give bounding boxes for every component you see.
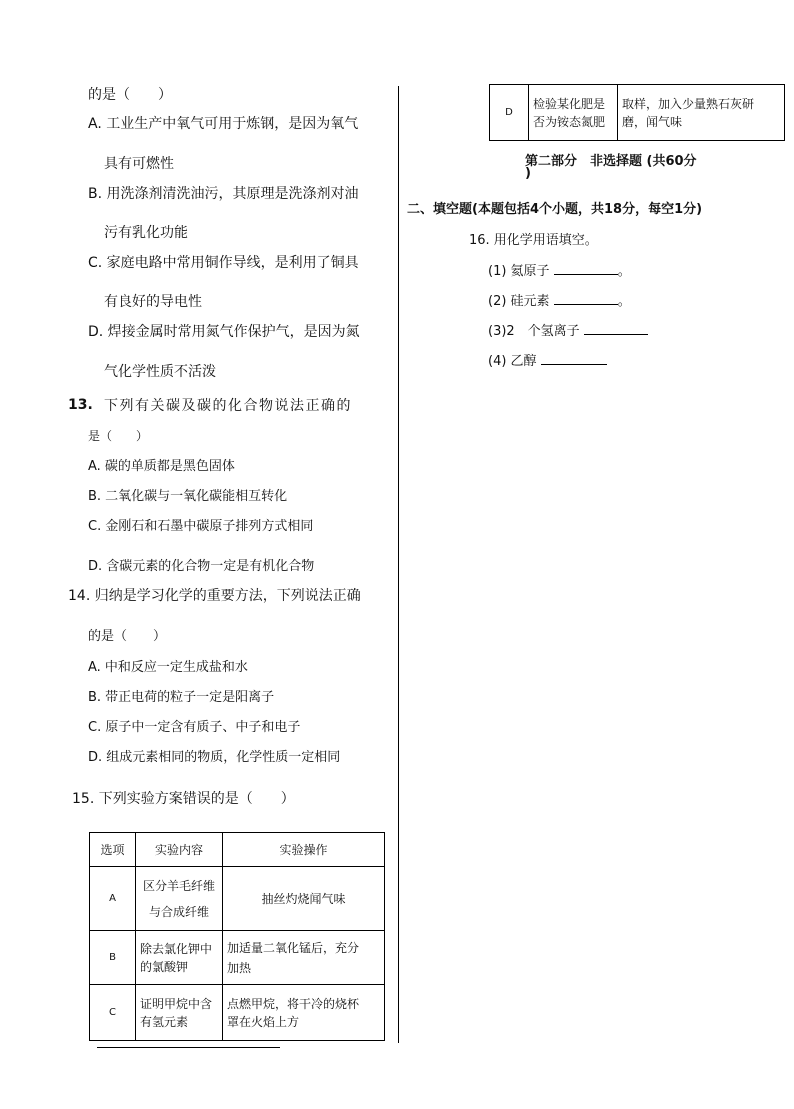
q16-stem: 16. 用化学用语填空。 [469, 233, 598, 248]
row-option: C [90, 985, 136, 1041]
row-operation [223, 985, 385, 1041]
footnote-rule [97, 1047, 280, 1048]
row-operation [618, 85, 785, 141]
q12-option-a-line2: 具有可燃性 [104, 156, 174, 172]
q12-option-a-line1: A. 工业生产中氧气可用于炼钢，是因为氧气 [88, 116, 359, 132]
q13-option-b: B. 二氧化碳与一氧化碳能相互转化 [88, 489, 288, 504]
table-header-operation: 实验操作 [223, 833, 385, 867]
row-content [529, 85, 618, 141]
row-operation-line2: 罩在火焰上方 [227, 1014, 300, 1029]
part2-title-line2: ) [525, 166, 531, 181]
q16-item-4 [488, 350, 607, 369]
row-operation [223, 931, 385, 985]
row-content-line2: 的氯酸钾 [140, 959, 189, 974]
row-operation-line1: 取样，加入少量熟石灰研 [622, 96, 755, 111]
q16-item-3 [488, 320, 648, 339]
q16-item-1 [488, 260, 631, 279]
q12-option-d-line1: D. 焊接金属时常用氮气作保护气，是因为氮 [88, 324, 360, 340]
q14-option-b: B. 带正电荷的粒子一定是阳离子 [88, 690, 275, 705]
row-content-line2: 否为铵态氮肥 [533, 114, 606, 129]
section2-heading: 二、填空题(本题包括4个小题，共18分，每空1分) [407, 202, 703, 217]
q16-item-1-blank[interactable] [554, 274, 618, 275]
q13-stem-line2: 是（ ） [88, 429, 149, 443]
row-operation-line2: 磨，闻气味 [622, 114, 683, 129]
row-content [136, 985, 223, 1041]
q15-table [89, 832, 385, 1041]
row-option: D [490, 85, 529, 141]
q14-option-d: D. 组成元素相同的物质，化学性质一定相同 [88, 750, 341, 765]
q16-item-2 [488, 290, 631, 309]
q13-option-a: A. 碳的单质都是黑色固体 [88, 459, 235, 474]
q12-stem-tail: 的是（ ） [88, 87, 172, 103]
row-content-line1: 证明甲烷中含 [140, 996, 213, 1011]
q16-item-4-label: (4) 乙醇 [488, 354, 537, 369]
q16-item-2-end: 。 [617, 294, 631, 309]
row-operation-line1: 点燃甲烷，将干冷的烧杯 [227, 996, 360, 1011]
q13-option-c: C. 金刚石和石墨中碳原子排列方式相同 [88, 519, 314, 534]
row-option: B [90, 931, 136, 985]
row-operation-line1: 加适量二氧化锰后，充分 [227, 940, 360, 955]
q16-item-1-label: (1) 氦原子 [488, 264, 550, 279]
q12-option-c-line1: C. 家庭电路中常用铜作导线，是利用了铜具 [88, 255, 359, 271]
q16-item-1-end: 。 [617, 264, 631, 279]
row-operation [223, 867, 385, 931]
column-divider [398, 86, 399, 1043]
table-row [90, 867, 385, 931]
q16-item-3-label: (3)2 个氢离子 [488, 324, 580, 339]
row-option: A [90, 867, 136, 931]
row-content [136, 931, 223, 985]
row-content-line2: 有氢元素 [140, 1014, 189, 1029]
q16-item-2-label: (2) 硅元素 [488, 294, 550, 309]
part2-title-line1: 第二部分 非选择题 (共60分 [525, 154, 697, 169]
row-content [136, 867, 223, 931]
q14-stem-line1: 14. 归纳是学习化学的重要方法，下列说法正确 [68, 588, 361, 604]
table-row [90, 931, 385, 985]
q14-option-c: C. 原子中一定含有质子、中子和电子 [88, 720, 301, 735]
row-operation-line2: 加热 [227, 960, 252, 975]
q15-stem: 15. 下列实验方案错误的是（ ） [72, 791, 295, 807]
q14-option-a: A. 中和反应一定生成盐和水 [88, 660, 248, 675]
q13-option-d: D. 含碳元素的化合物一定是有机化合物 [88, 559, 315, 574]
q13-stem-line1: 下列有关碳及碳的化合物说法正确的 [104, 398, 352, 414]
q16-item-4-blank[interactable] [541, 364, 607, 365]
table-header-row [90, 833, 385, 867]
q16-item-2-blank[interactable] [554, 304, 618, 305]
row-content-line2: 与合成纤维 [148, 904, 209, 919]
table-row [90, 985, 385, 1041]
row-operation-line1: 抽丝灼烧闻气味 [261, 892, 346, 906]
table-header-content: 实验内容 [136, 833, 223, 867]
row-content-line1: 检验某化肥是 [533, 96, 606, 111]
q16-item-3-blank[interactable] [584, 334, 648, 335]
q14-stem-line2: 的是（ ） [88, 629, 167, 644]
table-row [490, 85, 785, 141]
q12-option-b-line1: B. 用洗涤剂清洗油污，其原理是洗涤剂对油 [88, 186, 359, 202]
table-header-option: 选项 [90, 833, 136, 867]
q15-table-continued [489, 84, 785, 141]
row-content-line1: 除去氯化钾中 [140, 941, 213, 956]
q12-option-c-line2: 有良好的导电性 [104, 294, 202, 310]
q12-option-b-line2: 污有乳化功能 [104, 225, 188, 241]
row-content-line1: 区分羊毛纤维 [142, 878, 215, 893]
q12-option-d-line2: 气化学性质不活泼 [104, 364, 216, 380]
q13-number: 13. [68, 397, 93, 413]
